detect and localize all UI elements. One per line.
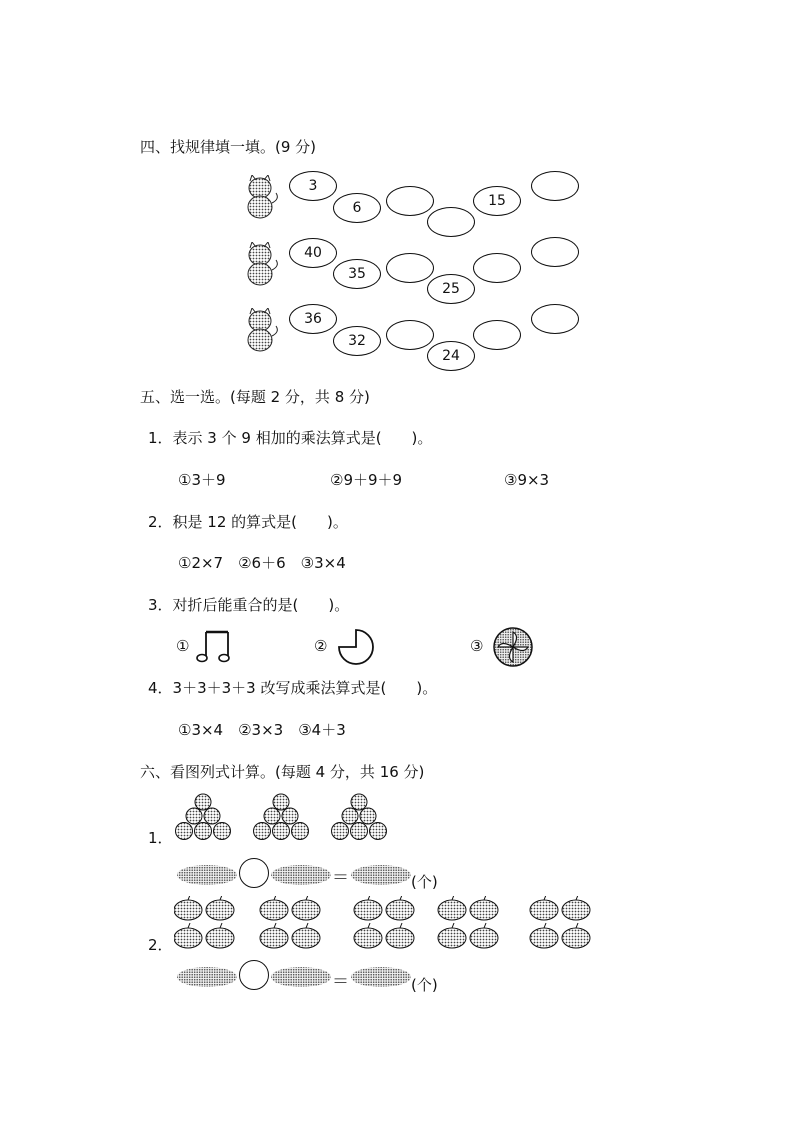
cat-icon (240, 175, 282, 221)
apple-pile-icon (330, 792, 388, 842)
answer-blank-leaf[interactable] (350, 864, 412, 886)
pinwheel-icon (492, 626, 534, 668)
blank-oval[interactable] (427, 207, 475, 237)
answer-blank-leaf[interactable] (176, 966, 238, 988)
answer-blank-leaf[interactable] (350, 966, 412, 988)
blank-oval[interactable] (531, 304, 579, 334)
apple-pile-icon (252, 792, 310, 842)
section4-heading: 四、找规律填一填。(9 分) (140, 138, 317, 156)
cat-icon (240, 242, 282, 288)
problem-1-number: 1． (148, 829, 173, 847)
sequence-oval: 25 (427, 274, 475, 304)
pumpkin-groups (174, 896, 604, 952)
section5-heading: 五、选一选。(每题 2 分，共 8 分) (140, 388, 370, 406)
unit-label: (个) (411, 873, 438, 891)
sequence-oval: 24 (427, 341, 475, 371)
q2-options[interactable]: ①2×7 ②6＋6 ③3×4 (178, 554, 346, 572)
music-note-icon (196, 626, 236, 666)
q1-option-2[interactable]: ②9＋9＋9 (330, 471, 403, 489)
blank-oval[interactable] (386, 186, 434, 216)
blank-oval[interactable] (531, 171, 579, 201)
operator-circle[interactable] (239, 858, 269, 888)
sequence-oval: 15 (473, 186, 521, 216)
blank-oval[interactable] (473, 320, 521, 350)
operator-circle[interactable] (239, 960, 269, 990)
q4-options[interactable]: ①3×4 ②3×3 ③4＋3 (178, 721, 346, 739)
apple-pile-icon (174, 792, 232, 842)
question-1-stem: 1．表示 3 个 9 相加的乘法算式是( )。 (148, 429, 433, 447)
unit-label: (个) (411, 976, 438, 994)
q1-option-3[interactable]: ③9×3 (504, 471, 550, 489)
problem-2-number: 2． (148, 936, 173, 954)
section6-heading: 六、看图列式计算。(每题 4 分，共 16 分) (140, 763, 425, 781)
q3-option-1[interactable]: ① (176, 637, 190, 655)
blank-oval[interactable] (473, 253, 521, 283)
blank-oval[interactable] (386, 253, 434, 283)
question-3-stem: 3．对折后能重合的是( )。 (148, 596, 350, 614)
sequence-oval: 40 (289, 238, 337, 268)
sequence-oval: 36 (289, 304, 337, 334)
blank-oval[interactable] (386, 320, 434, 350)
sequence-oval: 6 (333, 193, 381, 223)
equals-sign: ＝ (332, 972, 349, 992)
blank-oval[interactable] (531, 237, 579, 267)
answer-blank-leaf[interactable] (176, 864, 238, 886)
sequence-oval: 35 (333, 259, 381, 289)
q1-option-1[interactable]: ①3＋9 (178, 471, 226, 489)
question-4-stem: 4．3＋3＋3＋3 改写成乘法算式是( )。 (148, 679, 438, 697)
answer-blank-leaf[interactable] (270, 864, 332, 886)
sector-shape-icon (336, 627, 376, 667)
q3-option-3[interactable]: ③ (470, 637, 484, 655)
question-2-stem: 2．积是 12 的算式是( )。 (148, 513, 348, 531)
answer-blank-leaf[interactable] (270, 966, 332, 988)
sequence-oval: 32 (333, 326, 381, 356)
cat-icon (240, 308, 282, 354)
q3-option-2[interactable]: ② (314, 637, 328, 655)
equals-sign: ＝ (332, 868, 349, 888)
sequence-oval: 3 (289, 171, 337, 201)
